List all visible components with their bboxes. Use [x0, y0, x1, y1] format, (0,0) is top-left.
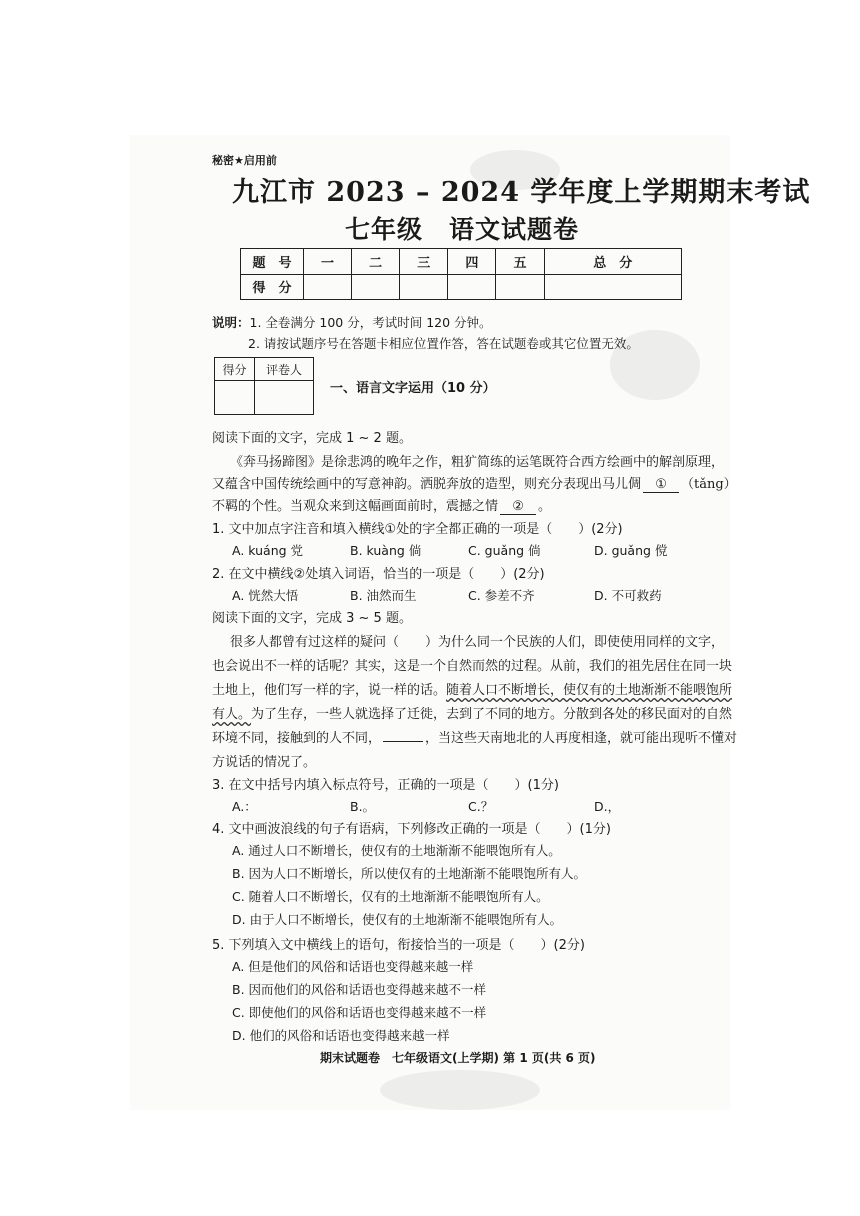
- passage-line: 《奔马扬蹄图》是徐悲鸿的晚年之作，粗犷简练的运笔既符合西方绘画中的解剖原理，: [230, 455, 725, 470]
- question-2-stem: 2. 在文中横线②处填入词语，恰当的一项是（ ）(2分): [212, 567, 545, 582]
- instructions-label: 说明：: [212, 315, 250, 330]
- option-d: D. guǎng 傥: [594, 543, 668, 558]
- score-table: [240, 248, 682, 300]
- passage-text: 不羁的个性。当观众来到这幅画面前时，震撼之情: [212, 499, 499, 514]
- score-cell-1: [304, 274, 352, 300]
- score-cell-4: [448, 274, 496, 300]
- score-cell-2: [352, 274, 400, 300]
- question-5-stem: 5. 下列填入文中横线上的语句，衔接恰当的一项是（ ）(2分): [212, 938, 585, 953]
- option-c: C. 随着人口不断增长，仅有的土地渐渐不能喂饱所有人。: [232, 889, 549, 904]
- option-b: B. 因而他们的风俗和话语也变得越来越不一样: [232, 982, 487, 997]
- instructions-line-1: [212, 313, 492, 331]
- option-b: B. 油然而生: [350, 588, 417, 603]
- option-c: C. guǎng 倘: [468, 543, 541, 558]
- option-a: A.：: [232, 799, 257, 814]
- passage-text: 环境不同，接触到的人不同，: [212, 731, 382, 746]
- passage-line: 也会说出不一样的话呢？其实，这是一个自然而然的过程。从前，我们的祖先居住在同一块: [212, 659, 733, 674]
- score-table-cell: 四: [448, 249, 496, 275]
- option-c: C.？: [468, 799, 494, 814]
- scan-smudge: [380, 1070, 540, 1110]
- option-b: B.。: [350, 799, 376, 814]
- passage-line: [212, 703, 732, 722]
- grader-score-label: 得分: [215, 358, 255, 381]
- question-4-stem: 4. 文中画波浪线的句子有语病，下列修改正确的一项是（ ）(1分): [212, 822, 611, 837]
- option-d: D.，: [594, 799, 621, 814]
- passage-line: [212, 495, 551, 515]
- passage-line: [212, 727, 737, 746]
- confidential-label: 秘密★启用前: [212, 154, 277, 167]
- score-table-score-row: [241, 274, 682, 300]
- option-c: C. 参差不齐: [468, 588, 535, 603]
- score-table-cell: 题 号: [241, 249, 304, 275]
- grader-name-label: 评卷人: [254, 358, 313, 381]
- option-d: D. 不可救药: [594, 588, 662, 603]
- option-b: B. kuàng 倘: [350, 543, 422, 558]
- score-table-cell: 五: [496, 249, 544, 275]
- exam-title: 九江市 2023 – 2024 学年度上学期期末考试: [232, 177, 811, 208]
- blank-1: ①: [643, 477, 679, 493]
- passage-text: 。: [538, 499, 552, 514]
- instruction-item: 2. 请按试题序号在答题卡相应位置作答，答在试题卷或其它位置无效。: [248, 336, 639, 351]
- grader-score-cell: [215, 381, 255, 415]
- page-footer: 期末试题卷 七年级语文(上学期) 第 1 页(共 6 页): [320, 1051, 596, 1065]
- pinyin-hint: （tǎng）: [681, 477, 737, 492]
- instruction-item: 1. 全卷满分 100 分，考试时间 120 分钟。: [249, 315, 492, 330]
- option-a: A. 通过人口不断增长，使仅有的土地渐渐不能喂饱所有人。: [232, 843, 561, 858]
- passage-line: 方说话的情况了。: [212, 755, 317, 770]
- question-3-stem: 3. 在文中括号内填入标点符号，正确的一项是（ ）(1分): [212, 778, 559, 793]
- blank-2: ②: [500, 499, 536, 515]
- grader-name-cell: [254, 381, 313, 415]
- option-d: D. 由于人口不断增长，使仅有的土地渐渐不能喂饱所有人。: [232, 912, 563, 927]
- exam-subtitle: 七年级 语文试题卷: [344, 215, 579, 244]
- score-table-cell: 总 分: [544, 249, 681, 275]
- passage-line: [212, 473, 737, 493]
- score-cell-5: [496, 274, 544, 300]
- passage-text: ，当这些天南地北的人再度相逢，就可能出现听不懂对: [425, 731, 738, 746]
- score-table-cell: 得 分: [241, 274, 304, 300]
- option-b: B. 因为人口不断增长，所以使仅有的土地渐渐不能喂饱所有人。: [232, 866, 587, 881]
- answer-blank: [383, 741, 423, 742]
- question-1-stem: 1. 文中加点字注音和填入横线①处的字全都正确的一项是（ ）(2分): [212, 522, 623, 537]
- option-c: C. 即使他们的风俗和话语也变得越来越不一样: [232, 1005, 487, 1020]
- score-table-header-row: [241, 249, 682, 275]
- score-table-cell: 一: [304, 249, 352, 275]
- grader-box: [214, 357, 314, 415]
- score-cell-3: [400, 274, 448, 300]
- wavy-underlined-sentence: 有人。: [212, 707, 252, 722]
- score-cell-total: [544, 274, 681, 300]
- option-d: D. 他们的风俗和话语也变得越来越一样: [232, 1028, 450, 1043]
- passage-text: 土地上，他们写一样的字，说一样的话。: [212, 683, 447, 698]
- passage-line: [212, 679, 732, 698]
- score-table-cell: 三: [400, 249, 448, 275]
- score-table-cell: 二: [352, 249, 400, 275]
- passage-intro: 阅读下面的文字，完成 1 ~ 2 题。: [212, 431, 412, 446]
- wavy-underlined-sentence: 随着人口不断增长，使仅有的土地渐渐不能喂饱所: [446, 683, 733, 698]
- option-a: A. 恍然大悟: [232, 588, 299, 603]
- section-heading: 一、语言文字运用（10 分）: [330, 381, 496, 396]
- passage-intro: 阅读下面的文字，完成 3 ~ 5 题。: [212, 611, 412, 626]
- option-a: A. kuáng 党: [232, 543, 304, 558]
- passage-text: 为了生存，一些人就选择了迁徙，去到了不同的地方。分散到各处的移民面对的自然: [251, 707, 733, 722]
- passage-line: 很多人都曾有过这样的疑问（ ）为什么同一个民族的人们，即使使用同样的文字，: [230, 635, 725, 650]
- option-a: A. 但是他们的风俗和话语也变得越来越一样: [232, 959, 474, 974]
- passage-text: 又蕴含中国传统绘画中的写意神韵。洒脱奔放的造型，则充分表现出马儿倜: [212, 477, 642, 492]
